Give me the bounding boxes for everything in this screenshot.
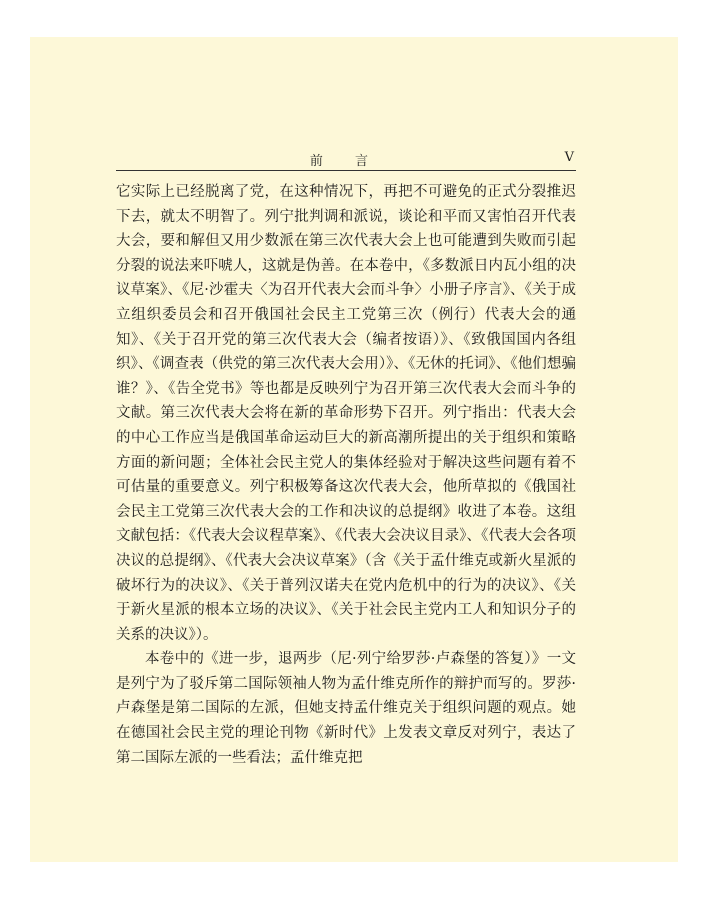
page-number: V [564, 150, 574, 165]
paragraph: 本卷中的《进一步，退两步（尼·列宁给罗莎·卢森堡的答复）》一文是列宁为了驳斥第二国际领袖人物为孟什维克所作的辩护而写的。罗莎·卢森堡是第二国际的左派，但她支持孟什维克关于组织问题的观点。她在德国社会民主党的理论刊物《新时代》上发表文章反对列宁，表达了第二国际左派的一些看法；孟什维克把 [116, 651, 576, 766]
header-title: 前 言 [309, 154, 383, 169]
running-header [116, 148, 576, 170]
paragraph: 它实际上已经脱离了党，在这种情况下，再把不可避免的正式分裂推迟下去，就太不明智了。列宁批判调和派说，谈论和平而又害怕召开代表大会，要和解但又用少数派在第三次代表大会上也可能遭到失败而引起分裂的说法来吓唬人，这就是伪善。在本卷中，《多数派日内瓦小组的决议草案》、《尼·沙霍夫〈为召开代表大会而斗争〉小册子序言》、《关于成立组织委员会和召开俄国社会民主工党第三次（例行）代表大会的通知》、《关于召开党的第三次代表大会（编者按语）》、《致俄国国内各组织》、《调查表（供党的第三次代表大会用）》、《无休的托词》、《他们想骗谁？》、《告全党书》等也都是反映列宁为召开第三次代表大会而斗争的文献。第三次代表大会将在新的革命形势下召开。列宁指出：代表大会的中心工作应当是俄国革命运动巨大的新高潮所提出的关于组织和策略方面的新问题；全体社会民主党人的集体经验对于解决这些问题有着不可估量的重要意义。列宁积极筹备这次代表大会，他所草拟的《俄国社会民主工党第三次代表大会的工作和决议的总提纲》收进了本卷。这组文献包括：《代表大会议程草案》、《代表大会决议目录》、《代表大会各项决议的总提纲》、《代表大会决议草案》（含《关于孟什维克或新火星派的破坏行为的决议》、《关于普列汉诺夫在党内危机中的行为的决议》、《关于新火星派的根本立场的决议》、《关于社会民主党内工人和知识分子的关系的决议》）。 [116, 184, 576, 643]
header-rule [116, 170, 576, 171]
body-text [116, 180, 576, 770]
